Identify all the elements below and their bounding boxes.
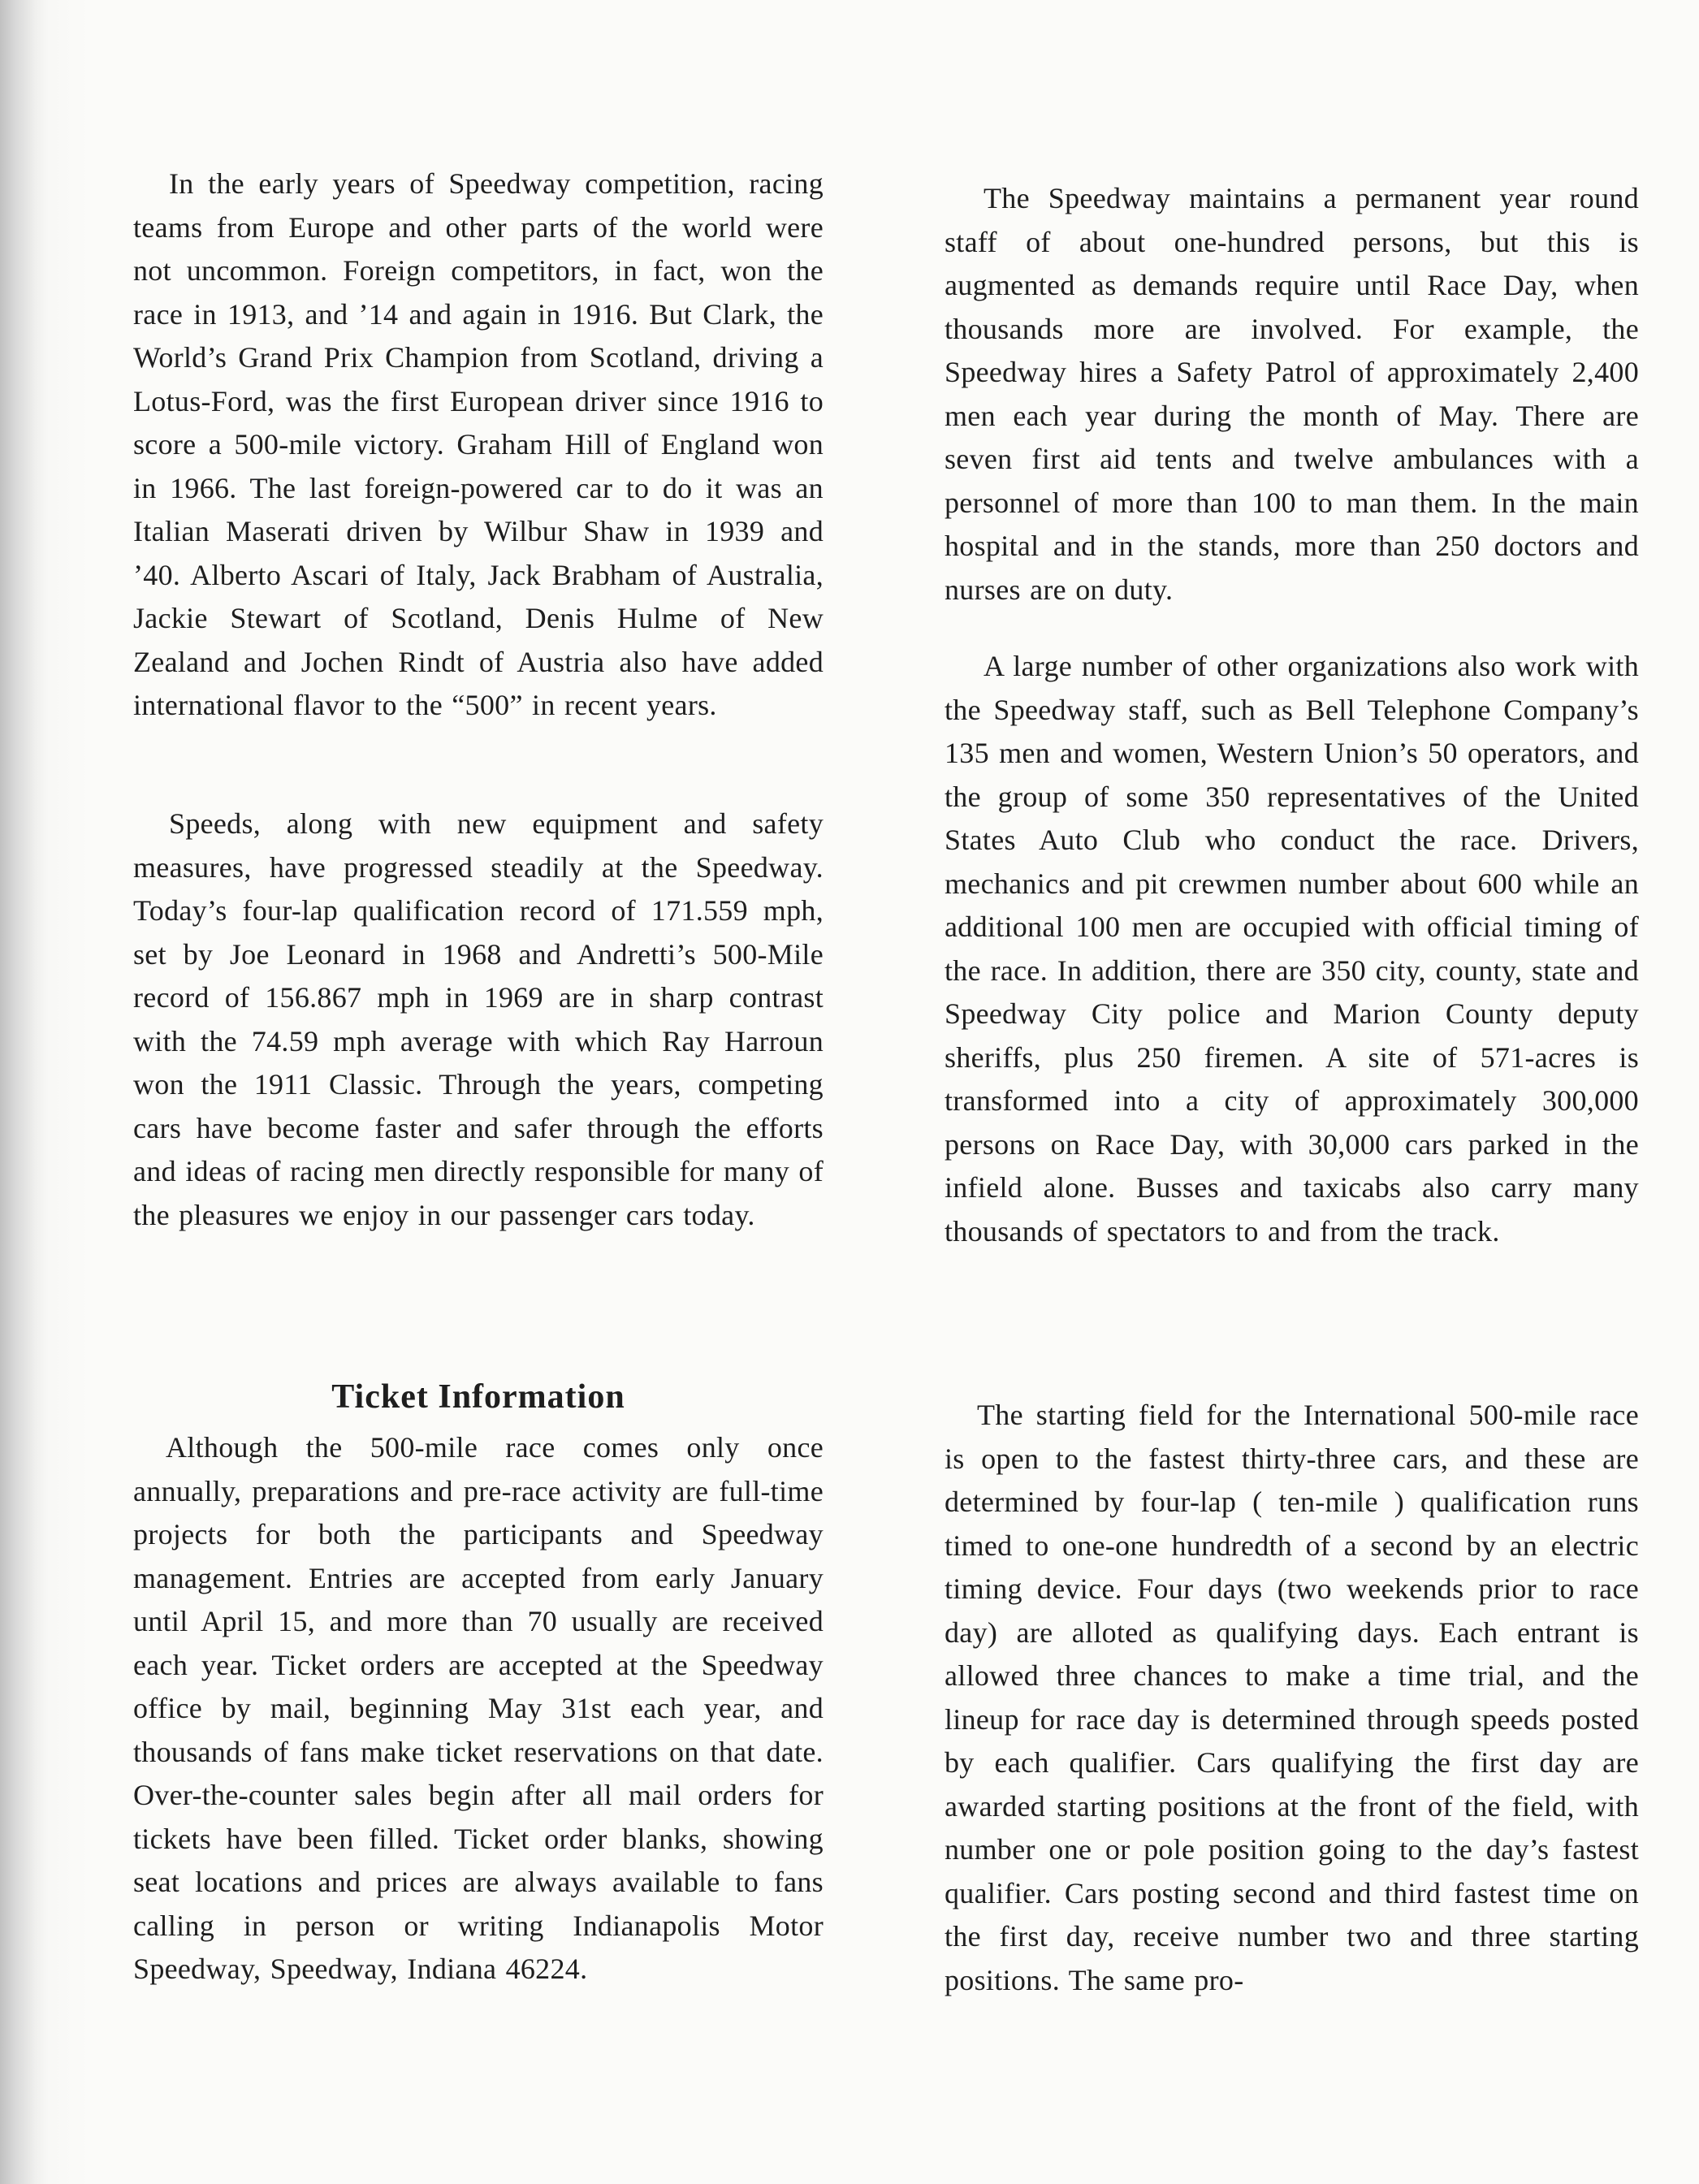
ticket-information-heading: Ticket Information [331, 1378, 625, 1416]
left-paragraph-2: Speeds, along with new equipment and safety measures, have progressed steadily at the Speedway. Today’s four-lap qualification record of 171.559 mph, set by Joe Leonard in 1968 and Andretti’s 500-Mile record of 156.867 mph in 1969 are in sharp contrast with the 74.59 mph average with which Ray Harroun won the 1911 Classic. Through the years, competing cars have become faster and safer through the efforts and ideas of racing men directly responsible for many of the pleasures we enjoy in our passenger cars today. [133, 807, 824, 1231]
left-paragraph-3: Although the 500-mile race comes only once annually, preparations and pre-race activity are full-time projects for both the participants and Speedway management. Entries are accepted from early January until April 15, and more than 70 usually are received each year. Ticket orders are accepted at the Speedway office by mail, beginning May 31st each year, and thousands of fans make ticket reservations on that date. Over-the-counter sales begin after all mail orders for tickets have been filled. Ticket order blanks, showing seat locations and prices are always available to fans calling in person or writing Indianapolis Motor Speedway, Speedway, Indiana 46224. [133, 1431, 824, 1985]
right-paragraph-3: The starting field for the International 500-mile race is open to the fastest thirty-three cars, and these are determined by four-lap ( ten-mile ) qualification runs timed to one-one hundredth of a second by an electric timing device. Four days (two weekends prior to race day) are alloted as qualifying days. Each entrant is allowed three chances to make a time trial, and the lineup for race day is determined through speeds posted by each qualifier. Cars qualifying the first day are awarded starting positions at the front of the field, with number one or pole position going to the day’s fastest qualifier. Cars posting second and third fastest time on the first day, receive number two and three starting positions. The same pro- [945, 1399, 1639, 1996]
right-paragraph-1: The Speedway maintains a permanent year round staff of about one-hundred persons, but this is augmented as demands require until Race Day, when thousands more are involved. For example, the Speedway hires a Safety Patrol of approximately 2,400 men each year during the month of May. There are seven first aid tents and twelve ambulances with a personnel of more than 100 to man them. In the main hospital and in the stands, more than 250 doctors and nurses are on duty. [945, 182, 1639, 606]
left-paragraph-1: In the early years of Speedway competition, racing teams from Europe and other parts of the world were not uncommon. Foreign competitors, in fact, won the race in 1913, and ’14 and again in 1916. But Clark, the World’s Grand Prix Champion from Scotland, driving a Lotus-Ford, was the first European driver since 1916 to score a 500-mile victory. Graham Hill of England won in 1966. The last foreign-powered car to do it was an Italian Maserati driven by Wilbur Shaw in 1939 and ’40. Alberto Ascari of Italy, Jack Brabham of Australia, Jackie Stewart of Scotland, Denis Hulme of New Zealand and Jochen Rindt of Austria also have added international flavor to the “500” in recent years. [133, 167, 824, 721]
binding-shadow [0, 0, 49, 2184]
right-paragraph-2: A large number of other organizations also work with the Speedway staff, such as Bell Telephone Company’s 135 men and women, Western Union’s 50 operators, and the group of some 350 representatives of the United States Auto Club who conduct the race. Drivers, mechanics and pit crewmen number about 600 while an additional 100 men are occupied with official timing of the race. In addition, there are 350 city, county, state and Speedway City police and Marion County deputy sheriffs, plus 250 firemen. A site of 571-acres is transformed into a city of approximately 300,000 persons on Race Day, with 30,000 cars parked in the infield alone. Busses and taxicabs also carry many thousands of spectators to and from the track. [945, 650, 1639, 1248]
